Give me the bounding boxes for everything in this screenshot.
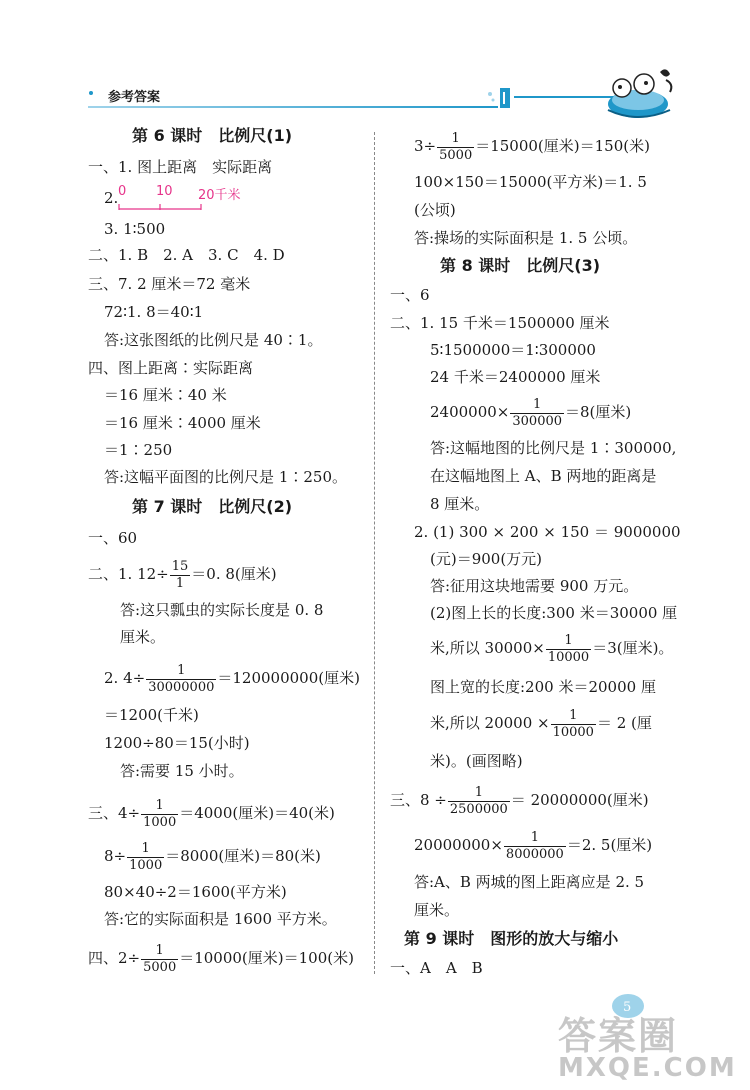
header-title: 参考答案 [108,90,161,105]
l9-q1: 一、A A B [390,959,483,977]
fraction-denominator: 300000 [512,413,563,429]
l8-q2-d-pre: 2400000× [430,403,510,421]
l7-q2-1-pre: 二、1. 12÷ [88,565,169,583]
l7-q2-2-pre: 2. 4÷ [104,669,146,687]
l7-q2-2-c: 答:需要 15 小时。 [120,762,244,780]
l7-q2-2-post: ＝120000000(厘米) [217,669,360,687]
r-line-3: (公顷) [414,201,456,219]
l7-q2-2-b: 1200÷80＝15(小时) [104,734,250,752]
l8-q2-d [430,394,631,430]
l6-q1-2-label: 2. [104,189,119,207]
fraction [170,559,191,592]
mascot-illustration-icon [600,62,680,124]
scale-tick-10: 10 [156,184,173,199]
l8-q2-b: 5∶1500000＝1∶300000 [430,341,596,359]
l7-q2-1 [88,556,277,592]
l8-q3-a-pre: 三、8 ÷ [390,791,447,809]
r1-pre: 3÷ [414,137,437,155]
header-dot-icon [88,90,94,96]
l8-q2-a: 二、1. 15 千米＝1500000 厘米 [390,314,610,332]
fraction [448,785,510,818]
fraction-numerator: 15 [171,558,189,574]
fraction-numerator: 1 [437,131,474,148]
column-divider [374,132,375,974]
l6-q4-e: 答:这幅平面图的比例尺是 1∶250。 [104,468,347,486]
fraction [127,841,164,874]
l7-q4-a [88,940,354,976]
scale-tick-20: 20千米 [198,188,241,203]
l7-q3-b-post: ＝8000(厘米)＝80(米) [165,847,321,865]
l7-q3-a-post: ＝4000(厘米)＝40(米) [179,804,335,822]
fraction [146,663,216,696]
l8-q2-n-post: ＝ 2 (厘 [596,714,652,732]
header-rule [88,106,498,108]
l8-q2-n-pre: 米,所以 20000 × [430,714,550,732]
watermark-url: MXQE.COM [558,1053,737,1083]
l7-q2-1-post: ＝0. 8(厘米) [191,565,277,583]
l6-q4-c: ＝16 厘米∶4000 厘米 [104,414,261,432]
l7-q3-b-pre: 8÷ [104,847,127,865]
l8-q3-c: 答:A、B 两城的图上距离应是 2. 5 [414,873,645,891]
l8-q3-a [390,782,649,818]
l6-q3-a: 三、7. 2 厘米＝72 毫米 [88,275,251,293]
l7-q3-d: 答:它的实际面积是 1600 平方米。 [104,910,337,928]
fraction-numerator: 1 [141,943,178,960]
fraction [551,708,596,741]
fraction-denominator: 1000 [143,814,177,830]
header-tab-icon [484,86,514,110]
lesson-6-title: 第 6 课时 比例尺(1) [132,126,293,145]
scale-bar-icon [118,204,202,210]
l7-q3-c: 80×40÷2＝1600(平方米) [104,883,287,901]
l8-q2-k: (2)图上长的长度:300 米＝30000 厘 [430,604,678,622]
fraction-denominator: 2500000 [449,801,508,817]
l8-q2-m: 图上宽的长度:200 米＝20000 厘 [430,678,656,696]
l8-q2-l-post: ＝3(厘米)。 [592,639,674,657]
l7-q3-a [88,795,335,831]
l8-q3-a-post: ＝ 20000000(厘米) [510,791,649,809]
l7-q3-a-pre: 三、4÷ [88,804,141,822]
l6-q1-1: 一、1. 图上距离 实际距离 [88,158,273,176]
r1-post: ＝15000(厘米)＝150(米) [475,137,650,155]
page-number: 5 [623,1000,632,1015]
fraction-denominator: 1000 [129,857,163,873]
l8-q2-n [430,705,652,741]
l7-q1: 一、60 [88,529,138,547]
fraction-denominator: 10000 [552,724,594,740]
fraction-denominator: 5000 [143,959,177,975]
l7-q2-1-answer-b: 厘米。 [120,628,166,646]
l7-q4-a-pre: 四、2÷ [88,949,141,967]
fraction [510,397,564,430]
fraction-denominator: 30000000 [148,679,215,695]
l7-q3-b [104,838,321,874]
fraction-numerator: 1 [127,841,164,858]
l8-q3-b [414,827,652,863]
r-line-2: 100×150＝15000(平方米)＝1. 5 [414,173,647,191]
watermark [558,1005,738,1085]
l8-q2-g: 8 厘米。 [430,495,490,513]
l8-q1: 一、6 [390,286,430,304]
l8-q2-l-pre: 米,所以 30000× [430,639,545,657]
l7-q4-a-post: ＝10000(厘米)＝100(米) [179,949,354,967]
l8-q2-h: 2. (1) 300 × 200 × 150 ＝ 9000000 [414,523,681,541]
l8-q3-b-post: ＝2. 5(厘米) [566,836,653,854]
l6-q4-b: ＝16 厘米∶40 米 [104,386,227,404]
scale-diagram [118,184,248,214]
fraction-numerator: 1 [546,633,591,650]
l6-q1-3: 3. 1∶500 [104,220,166,238]
fraction [141,798,178,831]
l8-q2-e: 答:这幅地图的比例尺是 1∶300000, [430,439,677,457]
l8-q3-d: 厘米。 [414,901,460,919]
l8-q3-b-pre: 20000000× [414,836,503,854]
fraction-numerator: 1 [141,798,178,815]
r-line-1 [414,128,650,164]
fraction [141,943,178,976]
l7-q2-2-a: ＝1200(千米) [104,706,199,724]
fraction-denominator: 8000000 [505,846,564,862]
l8-q2-c: 24 千米＝2400000 厘米 [430,368,601,386]
l6-q4-d: ＝1∶250 [104,441,173,459]
l7-q2-1-answer-a: 答:这只瓢虫的实际长度是 0. 8 [120,601,324,619]
scale-tick-0: 0 [118,184,127,199]
header-rule-right [514,96,614,98]
fraction [437,131,474,164]
l8-q2-f: 在这幅地图上 A、B 两地的距离是 [430,467,657,485]
lesson-8-title: 第 8 课时 比例尺(3) [440,256,601,275]
l8-q2-j: 答:征用这块地需要 900 万元。 [430,577,639,595]
fraction-numerator: 1 [146,663,216,680]
lesson-7-title: 第 7 课时 比例尺(2) [132,497,293,516]
lesson-9-title: 第 9 课时 图形的放大与缩小 [404,929,619,948]
r-line-4: 答:操场的实际面积是 1. 5 公顷。 [414,229,638,247]
fraction [504,830,566,863]
l7-q2-2 [104,660,360,696]
fraction-denominator: 10000 [547,649,590,665]
fraction-numerator: 1 [448,785,510,802]
fraction-numerator: 1 [551,708,596,725]
l8-q2-o: 米)。(画图略) [430,752,523,770]
l6-q3-b: 72∶1. 8＝40∶1 [104,303,204,321]
fraction [546,633,591,666]
fraction-numerator: 1 [504,830,566,847]
fraction-denominator: 1 [175,575,185,591]
l8-q2-i: (元)＝900(万元) [430,550,543,568]
l8-q2-d-post: ＝8(厘米) [565,403,632,421]
l6-q4-a: 四、图上距离∶实际距离 [88,359,254,377]
fraction-denominator: 5000 [439,147,473,163]
l8-q2-l [430,630,673,666]
fraction-numerator: 1 [510,397,564,414]
l6-q3-c: 答:这张图纸的比例尺是 40∶1。 [104,331,323,349]
watermark-text: 答案圈 [558,1014,679,1058]
l6-q2: 二、1. B 2. A 3. C 4. D [88,246,285,264]
